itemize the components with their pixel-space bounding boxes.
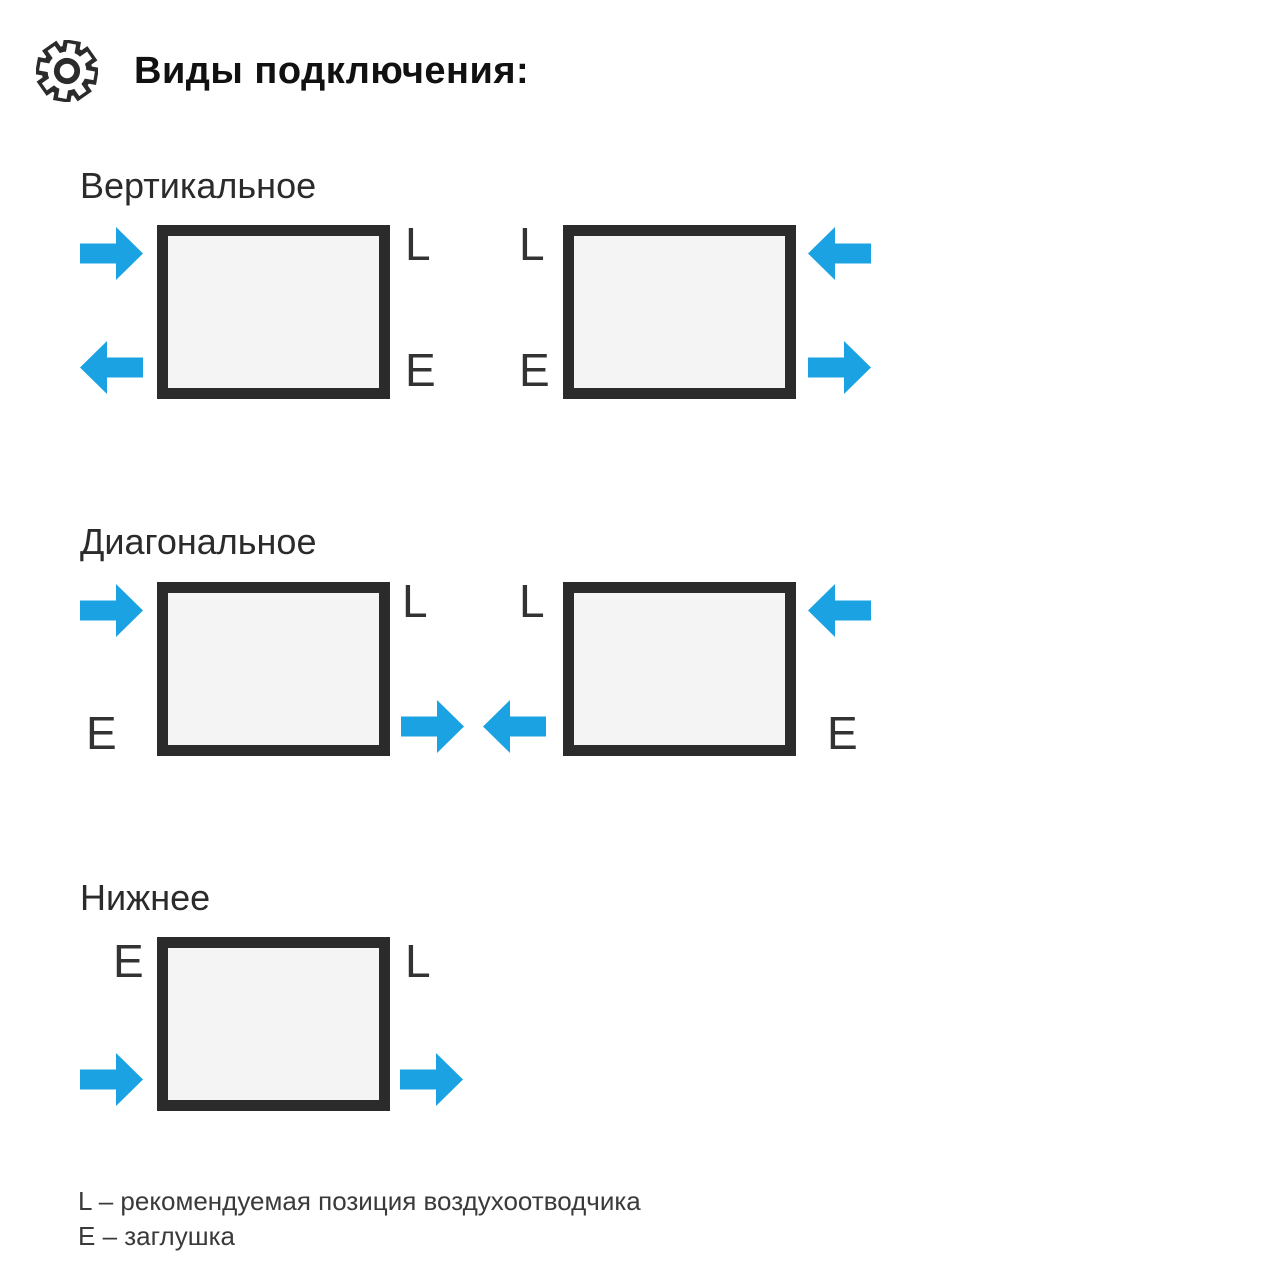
air-vent-label: L (402, 575, 428, 627)
flow-out-arrow-right-icon (400, 1053, 463, 1106)
plug-label: E (519, 344, 550, 396)
radiator-body (157, 225, 390, 399)
radiator-body (563, 225, 796, 399)
flow-out-arrow-left-icon (80, 341, 143, 394)
plug-label: E (405, 344, 436, 396)
legend-line-air-vent: L – рекомендуемая позиция воздухоотводчика (78, 1186, 641, 1216)
radiator-body (157, 937, 390, 1111)
section-title-diagonal: Диагональное (80, 521, 317, 562)
plug-label: E (827, 707, 858, 759)
flow-in-arrow-right-icon (80, 1053, 143, 1106)
flow-in-arrow-right-icon (80, 584, 143, 637)
flow-in-arrow-left-icon (808, 584, 871, 637)
plug-label: E (113, 935, 144, 987)
flow-out-arrow-right-icon (401, 700, 464, 753)
plug-label: E (86, 707, 117, 759)
page-title: Виды подключения: (134, 50, 530, 92)
legend-line-plug: E – заглушка (78, 1221, 235, 1251)
section-title-vertical: Вертикальное (80, 165, 317, 206)
flow-in-arrow-left-icon (808, 227, 871, 280)
air-vent-label: L (519, 575, 545, 627)
flow-in-arrow-right-icon (80, 227, 143, 280)
section-title-bottom: Нижнее (80, 877, 211, 918)
air-vent-label: L (405, 218, 431, 270)
flow-out-arrow-left-icon (483, 700, 546, 753)
gear-icon (36, 40, 98, 102)
air-vent-label: L (519, 218, 545, 270)
flow-out-arrow-right-icon (808, 341, 871, 394)
radiator-body (157, 582, 390, 756)
air-vent-label: L (405, 935, 431, 987)
radiator-body (563, 582, 796, 756)
